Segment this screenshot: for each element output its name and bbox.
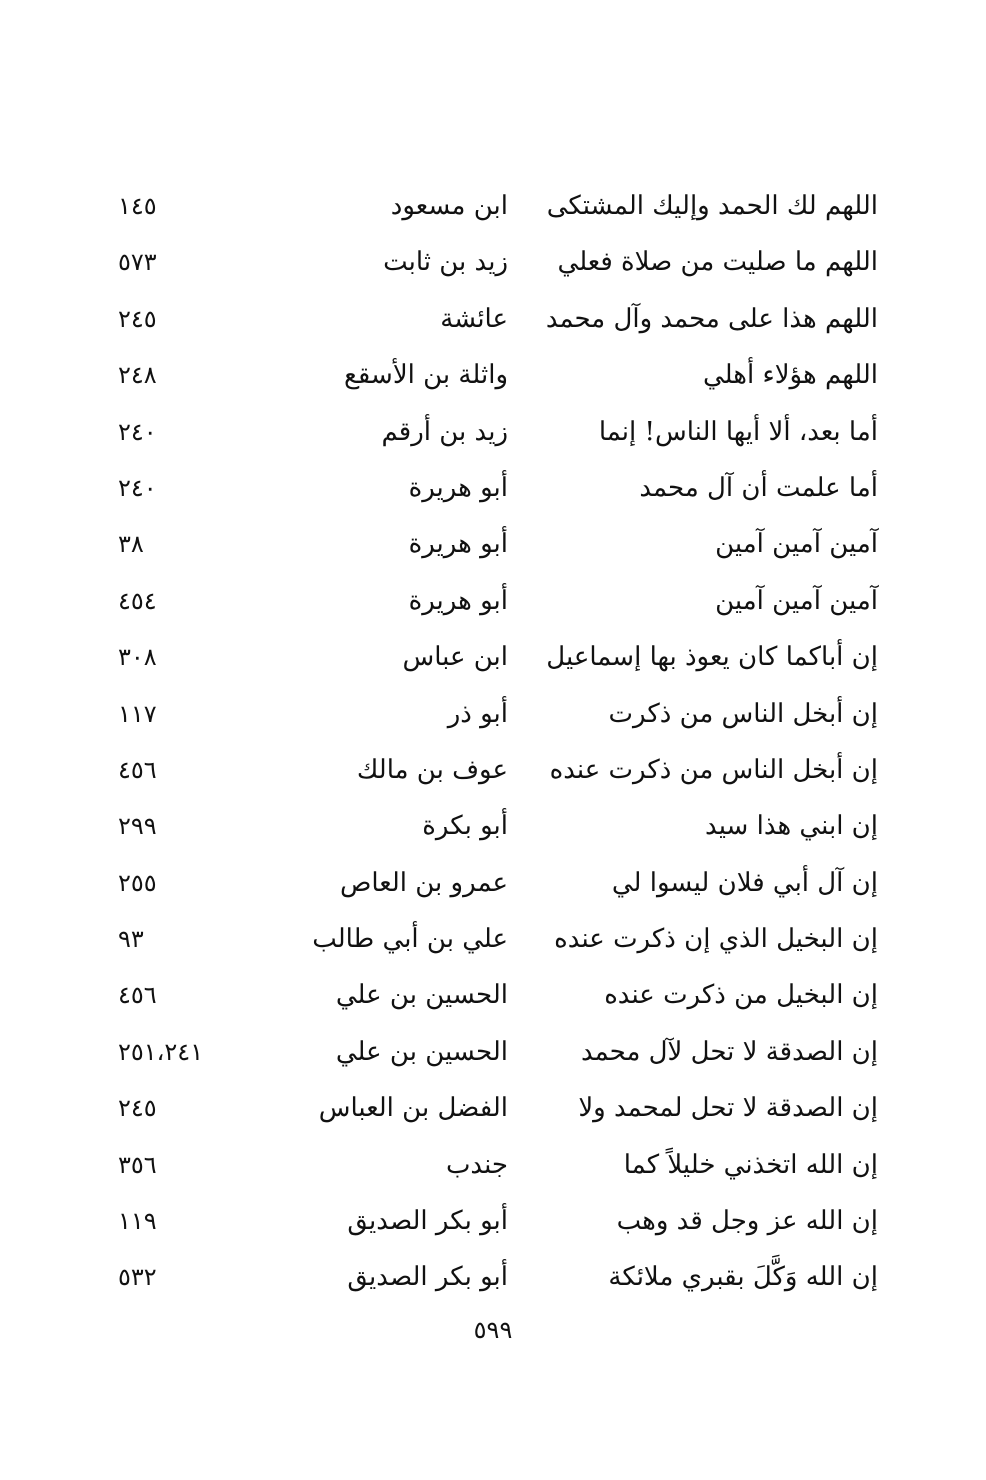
index-row bbox=[0, 800, 986, 856]
narrator-name: ابن عباس bbox=[402, 642, 508, 673]
narrator-name: أبو هريرة bbox=[408, 529, 508, 560]
index-row bbox=[0, 857, 986, 913]
narrator-name: واثلة بن الأسقع bbox=[344, 360, 508, 391]
narrator-name: أبو بكرة bbox=[422, 811, 508, 842]
index-row bbox=[0, 180, 986, 236]
page-reference: ٢٥١،٢٤١ bbox=[118, 1037, 204, 1066]
narrator-name: أبو هريرة bbox=[408, 585, 508, 616]
narrator-name: عوف بن مالك bbox=[356, 754, 508, 785]
page-reference: ٣٥٦ bbox=[118, 1150, 157, 1179]
page-reference: ٤٥٦ bbox=[118, 981, 157, 1010]
page-reference: ١١٧ bbox=[118, 699, 157, 728]
page-reference: ٢٩٩ bbox=[118, 812, 157, 841]
index-row bbox=[0, 462, 986, 518]
narrator-name: زيد بن أرقم bbox=[381, 416, 508, 447]
page-reference: ٣٨ bbox=[118, 530, 144, 559]
page-reference: ٢٤٨ bbox=[118, 361, 157, 390]
page-reference: ٩٣ bbox=[118, 925, 144, 954]
hadith-text: إن الله عز وجل قد وهب bbox=[616, 1206, 878, 1237]
hadith-text: إن آل أبي فلان ليسوا لي bbox=[611, 867, 878, 898]
narrator-name: الحسين بن علي bbox=[335, 980, 508, 1011]
hadith-index-table bbox=[0, 180, 986, 1308]
hadith-text: اللهم هؤلاء أهلي bbox=[703, 360, 878, 391]
hadith-text: آمين آمين آمين bbox=[715, 585, 878, 616]
page-reference: ٥٣٢ bbox=[118, 1263, 157, 1292]
narrator-name: جندب bbox=[445, 1149, 508, 1180]
hadith-text: أما بعد، ألا أيها الناس! إنما bbox=[598, 416, 878, 447]
index-row bbox=[0, 688, 986, 744]
narrator-name: أبو ذر bbox=[447, 698, 508, 729]
index-row bbox=[0, 1082, 986, 1138]
narrator-name: الحسين بن علي bbox=[335, 1036, 508, 1067]
narrator-name: أبو بكر الصديق bbox=[347, 1262, 508, 1293]
narrator-name: الفضل بن العباس bbox=[318, 1093, 508, 1124]
hadith-text: اللهم هذا على محمد وآل محمد bbox=[545, 303, 878, 334]
index-row bbox=[0, 1139, 986, 1195]
page-reference: ٢٤٠ bbox=[118, 417, 157, 446]
index-row bbox=[0, 236, 986, 292]
page-reference: ٥٧٣ bbox=[118, 248, 157, 277]
index-row bbox=[0, 406, 986, 462]
narrator-name: أبو هريرة bbox=[408, 472, 508, 503]
narrator-name: زيد بن ثابت bbox=[383, 247, 508, 278]
narrator-name: عمرو بن العاص bbox=[339, 867, 508, 898]
hadith-text: إن أبخل الناس من ذكرت bbox=[608, 698, 878, 729]
hadith-text: إن البخيل من ذكرت عنده bbox=[604, 980, 878, 1011]
narrator-name: علي بن أبي طالب bbox=[312, 924, 508, 955]
hadith-text: آمين آمين آمين bbox=[715, 529, 878, 560]
hadith-text: إن أبخل الناس من ذكرت عنده bbox=[549, 754, 878, 785]
page-reference: ٤٥٦ bbox=[118, 755, 157, 784]
hadith-text: إن الصدقة لا تحل لمحمد ولا bbox=[578, 1093, 878, 1124]
index-row bbox=[0, 1251, 986, 1307]
index-row bbox=[0, 969, 986, 1025]
page-reference: ٢٥٥ bbox=[118, 868, 157, 897]
hadith-text: إن ابني هذا سيد bbox=[705, 811, 878, 842]
page-reference: ٤٥٤ bbox=[118, 586, 157, 615]
hadith-text: اللهم ما صليت من صلاة فعلي bbox=[557, 247, 878, 278]
hadith-text: إن البخيل الذي إن ذكرت عنده bbox=[554, 924, 878, 955]
hadith-text: إن الصدقة لا تحل لآل محمد bbox=[581, 1036, 878, 1067]
index-row bbox=[0, 293, 986, 349]
index-row bbox=[0, 575, 986, 631]
hadith-text: اللهم لك الحمد وإليك المشتكى bbox=[546, 191, 878, 221]
index-row bbox=[0, 1195, 986, 1251]
page-reference: ١٤٥ bbox=[118, 192, 157, 220]
narrator-name: أبو بكر الصديق bbox=[347, 1206, 508, 1237]
page-reference: ١١٩ bbox=[118, 1207, 157, 1236]
page-reference: ٢٤٠ bbox=[118, 473, 157, 502]
index-row bbox=[0, 744, 986, 800]
index-row bbox=[0, 1026, 986, 1082]
page-reference: ٢٤٥ bbox=[118, 1094, 157, 1123]
index-row bbox=[0, 518, 986, 574]
page-reference: ٢٤٥ bbox=[118, 304, 157, 333]
index-row bbox=[0, 913, 986, 969]
hadith-text: إن الله وَكَّلَ بقبري ملائكة bbox=[608, 1262, 878, 1293]
page-reference: ٣٠٨ bbox=[118, 643, 157, 672]
narrator-name: ابن مسعود bbox=[390, 191, 508, 221]
page-number: ٥٩٩ bbox=[473, 1316, 513, 1344]
hadith-text: أما علمت أن آل محمد bbox=[639, 472, 878, 503]
hadith-text: إن الله اتخذني خليلاً كما bbox=[623, 1149, 878, 1180]
index-row bbox=[0, 631, 986, 687]
narrator-name: عائشة bbox=[440, 303, 508, 334]
hadith-text: إن أباكما كان يعوذ بها إسماعيل bbox=[546, 642, 878, 673]
index-row bbox=[0, 349, 986, 405]
